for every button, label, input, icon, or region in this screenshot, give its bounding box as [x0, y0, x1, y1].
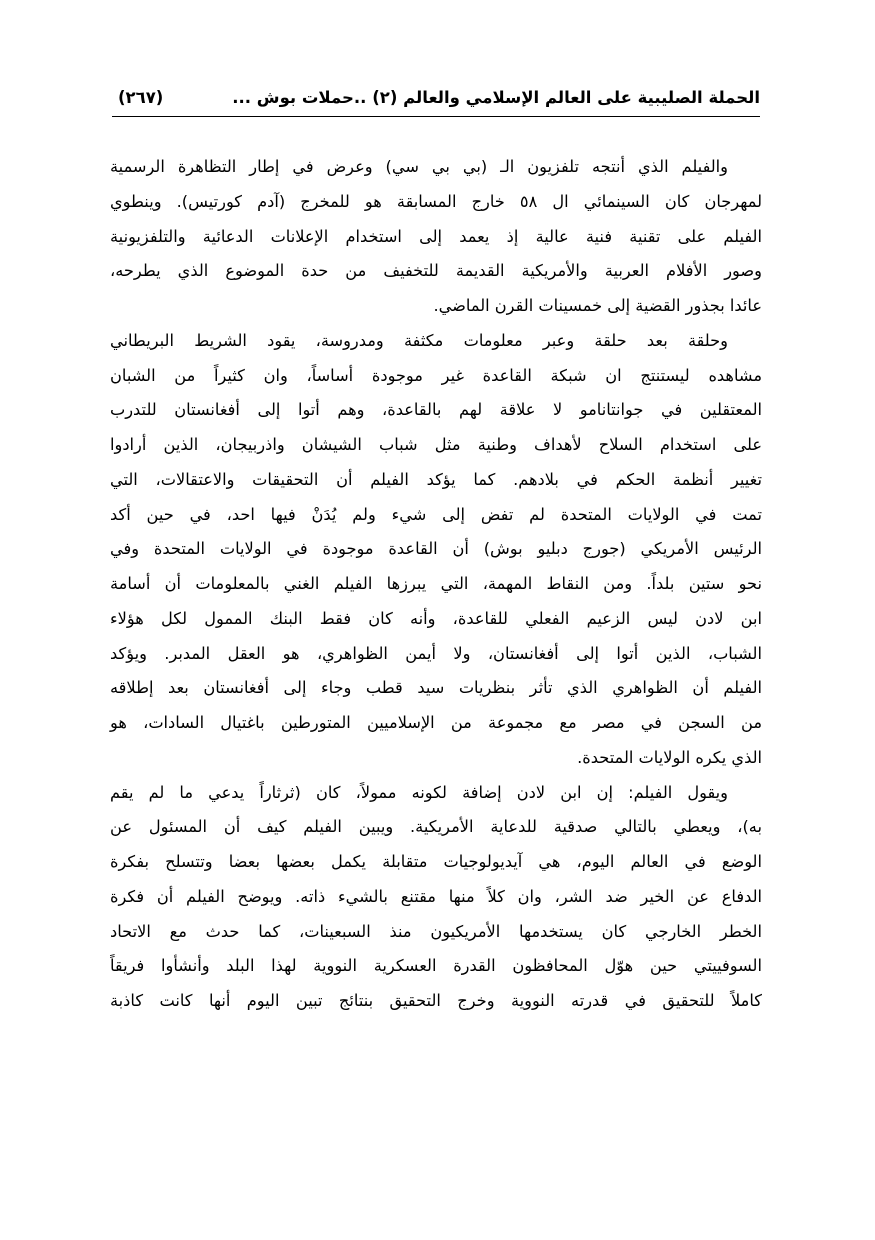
text-line: تمت في الولايات المتحدة لم تفض إلى شيء ولم يُدَنْ فيها احد، في حين أكد [110, 504, 762, 524]
paragraph-3 [110, 776, 762, 1019]
text-line: عائدا بجذور القضية إلى خمسينات القرن الماضي. [433, 296, 762, 315]
text-line: المعتقلين في جوانتانامو لا علاقة لهم بالقاعدة، وهم أتوا إلى أفغانستان للتدرب [110, 400, 762, 420]
text-line: الرئيس الأمريكي (جورج دبليو بوش) أن القاعدة موجودة في الولايات المتحدة وفي [110, 539, 762, 559]
text-line: الشباب، الذين أتوا إلى أفغانستان، ولا أيمن الظواهري، هو العقل المدبر. ويؤكد [110, 643, 762, 663]
text-line: وحلقة بعد حلقة وعبر معلومات مكثفة ومدروسة، يقود الشريط البريطاني [110, 330, 728, 350]
text-line: مشاهده ليستنتج ان شبكة القاعدة غير موجودة أساساً، وان كثيراً من الشبان [110, 365, 762, 385]
text-line: وصور الأفلام العربية والأمريكية القديمة للتخفيف من حدة الموضوع الذي يطرحه، [110, 261, 762, 281]
header-title: الحملة الصليبية على العالم الإسلامي والعالم (٢) ..حملات بوش ... [232, 88, 760, 107]
text-line: والفيلم الذي أنتجه تلفزيون الـ (بي بي سي) وعرض في إطار التظاهرة الرسمية [110, 157, 728, 176]
body-text [110, 150, 762, 1019]
running-header [112, 86, 760, 117]
text-line: ويقول الفيلم: إن ابن لادن إضافة لكونه ممولاً، كان (ثرثاراً يدعي ما لم يقم [110, 782, 728, 802]
text-line: الفيلم أن الظواهري الذي تأثر بنظريات سيد قطب وجاء إلى أفغانستان بعد إطلاقه [110, 678, 762, 698]
text-line: تغيير أنظمة الحكم في بلادهم. كما يؤكد الفيلم أن التحقيقات والاعتقالات، التي [110, 469, 762, 489]
text-line: نحو ستين بلداً. ومن النقاط المهمة، التي يبرزها الفيلم الغني بالمعلومات أن أسامة [110, 574, 762, 593]
text-line: الوضع في العالم اليوم، هي آيديولوجيات متقابلة يكمل بعضها بعضا وتتسلح بفكرة [110, 852, 762, 871]
text-line: الفيلم على تقنية فنية عالية إذ يعمد إلى استخدام الإعلانات الدعائية والتلفزيونية [110, 226, 762, 246]
text-line: السوفييتي حين هوّل المحافظون القدرة العسكرية النووية لهذا البلد وأنشأوا فريقاً [110, 956, 762, 976]
text-line: ابن لادن ليس الزعيم الفعلي للقاعدة، وأنه كان فقط البنك الممول لكل هؤلاء [110, 608, 762, 628]
paragraph-2 [110, 324, 762, 776]
text-line: لمهرجان كان السينمائي ال ٥٨ خارج المسابقة هو للمخرج (آدم كورتيس). وينطوي [110, 191, 762, 211]
text-line: به)، ويعطي بالتالي صدقية للدعاية الأمريكية. ويبين الفيلم كيف أن المسئول عن [110, 817, 762, 837]
text-line: الذي يكره الولايات المتحدة. [577, 747, 762, 767]
paragraph-1 [110, 150, 762, 324]
text-line: على استخدام السلاح لأهداف وطنية مثل شباب الشيشان واذربيجان، الذين أرادوا [110, 435, 762, 454]
page-number: (٢٦٧) [118, 88, 164, 107]
text-line: الخطر الخارجي كان يستخدمها الأمريكيون منذ السبعينات، كما حدث مع الاتحاد [110, 921, 762, 941]
text-line: من السجن في مصر مع مجموعة من الإسلاميين المتورطين باغتيال السادات، هو [110, 713, 762, 732]
text-line: الدفاع عن الخير ضد الشر، وان كلاً منها مقتنع بالشيء ذاته. ويوضح الفيلم أن فكرة [110, 886, 762, 906]
text-line: كاملاً للتحقيق في قدرته النووية وخرج التحقيق بنتائج تبين اليوم أنها كانت كاذبة [110, 991, 762, 1010]
